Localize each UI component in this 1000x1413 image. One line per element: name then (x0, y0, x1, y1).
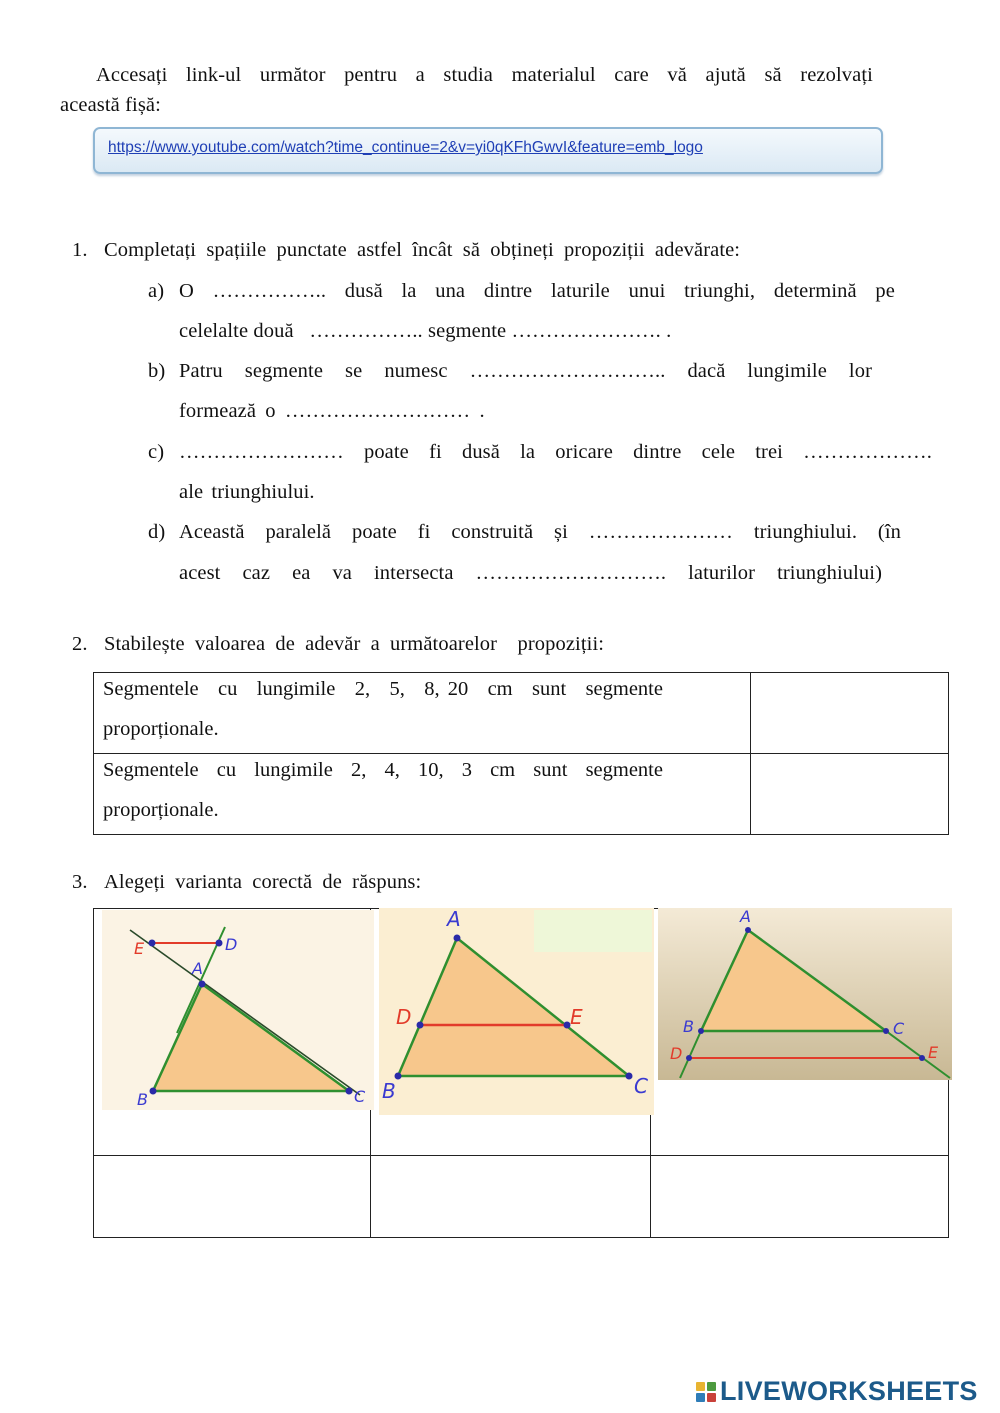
statement-1-line1 (103, 675, 663, 703)
ex1-item-b-word: lor (848, 360, 872, 382)
intro-line-1-word: rezolvați (800, 64, 873, 86)
ex1-item-b-word: lungimile (747, 360, 827, 382)
statement-cell (94, 673, 751, 754)
statement-1-line2: proporționale. (103, 718, 219, 740)
answer-cell-2[interactable] (751, 754, 949, 835)
ex1-item-a-line1 (179, 278, 895, 304)
label-e: E (570, 1005, 583, 1029)
ex1-item-b-line2: formează o ……………………… . (179, 400, 485, 422)
ex3-number: 3. (72, 871, 88, 893)
statement-1-word: 8, 20 (424, 678, 469, 700)
label-a: A (447, 908, 461, 931)
option-answer-2[interactable] (371, 1156, 651, 1238)
statement-1-word: cm (487, 678, 513, 700)
intro-line-1-word: a (415, 64, 425, 86)
statement-1-word: Segmentele (103, 678, 199, 700)
statement-cell (94, 754, 751, 835)
ex1-item-d-word: și (554, 521, 568, 543)
option-answer-1[interactable] (94, 1156, 371, 1238)
point-b (698, 1028, 704, 1034)
ex1-number: 1. (72, 239, 88, 261)
statement-2-word: 3 (461, 759, 472, 781)
point-a (454, 935, 461, 942)
point-b (150, 1088, 157, 1095)
label-d: D (396, 1005, 412, 1029)
liveworksheets-logo-icon (696, 1382, 716, 1402)
ex1-item-c-word: cele (701, 441, 736, 463)
label-c: C (354, 1087, 366, 1106)
ex1-item-c-letter: c) (148, 441, 165, 463)
figure-3[interactable] (658, 908, 952, 1080)
label-b: B (683, 1017, 694, 1036)
point-a (745, 927, 751, 933)
ex1-item-d-2-word: va (332, 562, 353, 584)
table-row (94, 673, 949, 754)
ex1-item-d-word: Această (179, 521, 245, 543)
statement-2-line1 (103, 756, 663, 784)
intro-line-1-word: Accesați (96, 64, 168, 86)
ex1-item-d-2-word: ………………………. (475, 562, 667, 584)
ex1-item-a-word: O (179, 280, 194, 302)
point-c (883, 1028, 889, 1034)
answer-cell-1[interactable] (751, 673, 949, 754)
intro-line-1-word: vă (667, 64, 687, 86)
intro-line-1-word: care (614, 64, 649, 86)
label-e: E (928, 1043, 939, 1062)
ex1-item-a-line2: celelalte două …………….. segmente …………………. . (179, 320, 672, 342)
ex1-item-d-word: poate (351, 521, 397, 543)
ex1-item-b-letter: b) (148, 360, 166, 382)
table-row (94, 1156, 949, 1238)
ex1-item-b-word: Patru (179, 360, 223, 382)
ex2-number: 2. (72, 633, 88, 655)
ex1-item-c-line1 (179, 439, 932, 465)
ex1-item-a-word: unui (628, 280, 666, 302)
ex1-item-d-word: (în (877, 521, 901, 543)
ex1-item-d-line1 (179, 519, 901, 545)
statement-2-word: 2, (350, 759, 367, 781)
ex1-item-a-word: dusă (344, 280, 383, 302)
intro-line-1-word: studia (443, 64, 493, 86)
label-d: D (670, 1044, 683, 1063)
ex1-item-a-word: dintre (483, 280, 533, 302)
ex1-item-c-word: dintre (633, 441, 682, 463)
ex1-item-a-letter: a) (148, 280, 165, 302)
point-e (919, 1055, 925, 1061)
ex1-item-d-2-word: triunghiului) (777, 562, 882, 584)
label-c: C (893, 1019, 905, 1038)
ex1-item-c-word: dusă (461, 441, 500, 463)
ex1-item-c-word: poate (363, 441, 409, 463)
ex1-item-d-word: construită (451, 521, 534, 543)
video-link-box (93, 127, 883, 174)
statement-1-word: segmente (585, 678, 663, 700)
statement-2-word: segmente (585, 759, 663, 781)
statement-1-word: cu (218, 678, 238, 700)
intro-line-1-word: următor (259, 64, 326, 86)
ex1-item-d-2-word: laturilor (688, 562, 756, 584)
statement-2-word: Segmentele (103, 759, 199, 781)
ex3-title: Alegeți varianta corectă de răspuns: (104, 871, 422, 893)
ex1-item-c-word: la (520, 441, 536, 463)
intro-line-1-word: să (764, 64, 782, 86)
statement-2-line2: proporționale. (103, 799, 219, 821)
ex1-item-d-2-word: ea (292, 562, 311, 584)
ex1-item-d-2-word: caz (242, 562, 271, 584)
intro-line-1-word: pentru (344, 64, 398, 86)
ex1-item-b-word: segmente (244, 360, 324, 382)
ex2-title: Stabilește valoarea de adevăr a următoarelor propoziții: (104, 633, 605, 655)
intro-line-1-word: materialul (511, 64, 596, 86)
statement-1-word: 2, (354, 678, 371, 700)
ex1-item-c-line2: ale triunghiului. (179, 481, 315, 503)
label-e: E (134, 939, 145, 958)
ex1-item-b-line1 (179, 358, 872, 384)
intro-line-1-word: ajută (705, 64, 746, 86)
ex1-item-d-letter: d) (148, 521, 166, 543)
point-e (149, 940, 156, 947)
statement-1-word: sunt (532, 678, 567, 700)
ex1-item-a-word: una (435, 280, 466, 302)
ex1-item-d-word: triunghiului. (753, 521, 858, 543)
statement-2-word: cu (216, 759, 237, 781)
point-a (199, 981, 206, 988)
ex1-item-d-word: fi (417, 521, 431, 543)
intro-line-1-word: link-ul (185, 64, 242, 86)
ex1-item-d-2-word: acest (179, 562, 221, 584)
intro-line-1 (96, 62, 873, 88)
figure-1[interactable] (102, 910, 374, 1110)
ex1-item-c-word: …………………… (179, 441, 344, 463)
statement-2-word: lungimile (254, 759, 333, 781)
ex1-item-d-2-word: intersecta (374, 562, 454, 584)
video-link[interactable]: https://www.youtube.com/watch?time_continue=2&v=yi0qKFhGwvI&feature=emb_logo (108, 139, 703, 156)
option-answer-3[interactable] (651, 1156, 949, 1238)
ex1-item-a-word: pe (875, 280, 895, 302)
ex1-item-b-word: se (345, 360, 363, 382)
liveworksheets-logo-text: LIVEWORKSHEETS (720, 1376, 978, 1406)
statement-1-word: lungimile (256, 678, 336, 700)
ex1-item-a-word: triunghi, (684, 280, 756, 302)
ex1-item-d-line2 (179, 560, 882, 586)
ex1-title: Completați spațiile punctate astfel încât să obțineți propoziții adevărate: (104, 239, 741, 261)
statement-2-word: sunt (533, 759, 568, 781)
point-d (417, 1022, 424, 1029)
ex1-item-c-word: fi (429, 441, 442, 463)
ex1-item-a-word: determină (773, 280, 857, 302)
figure-highlight (534, 910, 652, 952)
intro-line-2: această fișă: (60, 94, 161, 116)
statement-2-word: 4, (384, 759, 400, 781)
statement-2-word: cm (490, 759, 516, 781)
ex1-item-a-word: la (401, 280, 417, 302)
ex1-item-d-word: ………………… (588, 521, 733, 543)
ex1-item-c-word: oricare (555, 441, 613, 463)
ex1-item-c-word: trei (755, 441, 783, 463)
statement-1-word: 5, (389, 678, 405, 700)
statement-2-word: 10, (417, 759, 444, 781)
point-c (626, 1073, 633, 1080)
ex1-item-b-word: dacă (687, 360, 726, 382)
point-d (216, 940, 223, 947)
figure-2[interactable] (379, 908, 654, 1115)
ex1-item-b-word: numesc (384, 360, 448, 382)
label-c: C (634, 1074, 648, 1098)
label-b: B (382, 1079, 396, 1103)
point-d (686, 1055, 692, 1061)
truth-table (93, 672, 949, 835)
label-d: D (225, 935, 238, 954)
ex1-item-a-word: laturile (550, 280, 610, 302)
point-c (346, 1088, 353, 1095)
ex1-item-a-word: …………….. (212, 280, 327, 302)
ex1-item-d-word: paralelă (265, 521, 332, 543)
table-row (94, 754, 949, 835)
label-b: B (137, 1090, 148, 1109)
ex1-item-c-word: ………………. (803, 441, 932, 463)
label-a: A (192, 959, 203, 978)
ex1-item-b-word: ……………………….. (469, 360, 666, 382)
liveworksheets-logo[interactable] (696, 1376, 978, 1407)
label-a: A (740, 908, 751, 926)
